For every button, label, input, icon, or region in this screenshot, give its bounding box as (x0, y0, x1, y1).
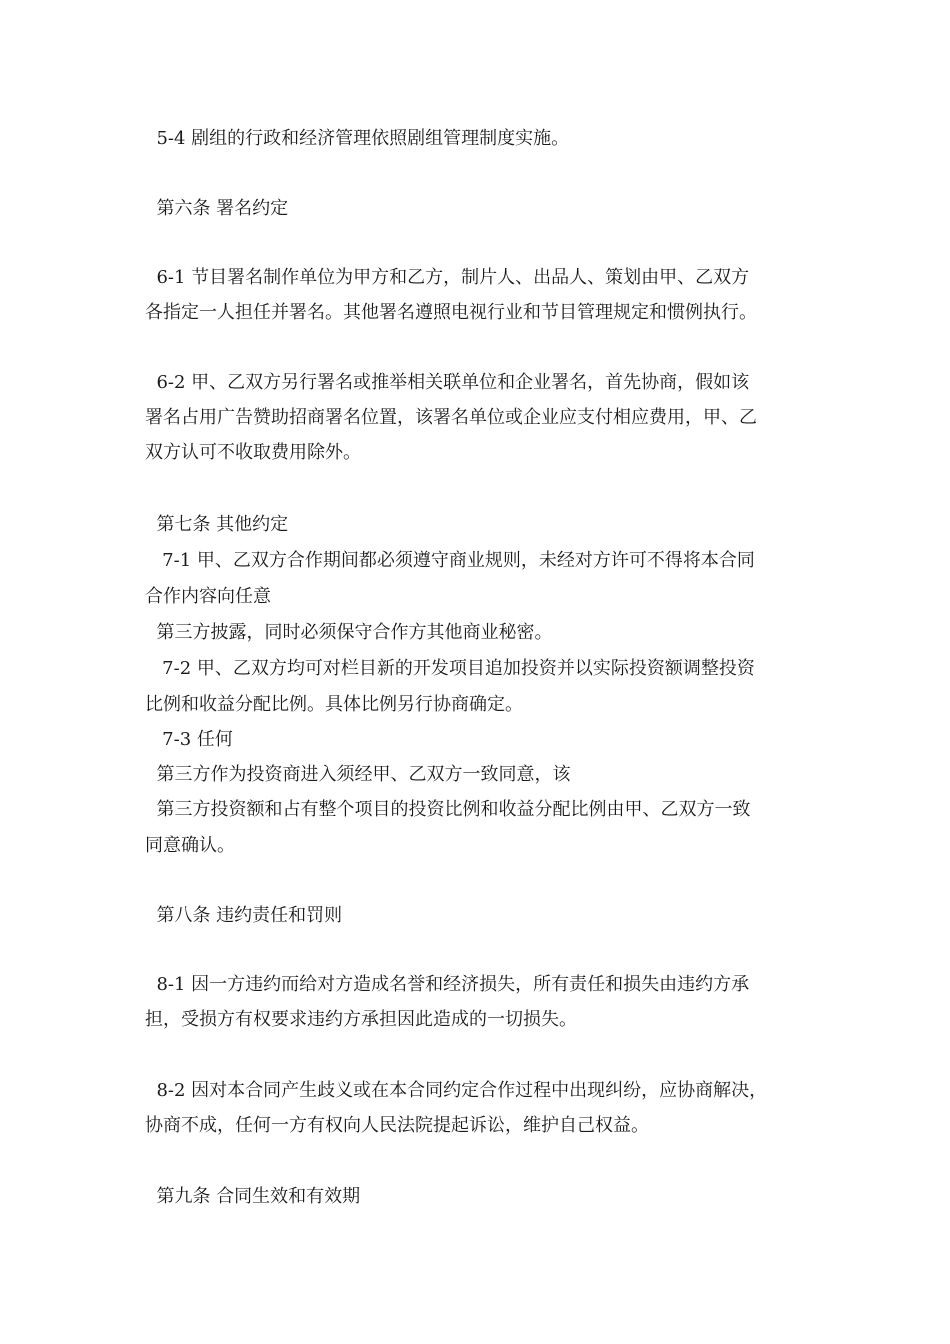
clause-7-2-line-2: 比例和收益分配比例。具体比例另行协商确定。 (145, 694, 523, 715)
article-6-heading: 第六条 署名约定 (145, 198, 289, 219)
clause-6-1-line-1: 6-1 节目署名制作单位为甲方和乙方，制片人、出品人、策划由甲、乙双方 (145, 267, 750, 288)
clause-8-2-line-1: 8-2 因对本合同产生歧义或在本合同约定合作过程中出现纠纷，应协商解决， (145, 1080, 768, 1101)
clause-8-1-line-1: 8-1 因一方违约而给对方造成名誉和经济损失，所有责任和损失由违约方承 (145, 974, 750, 995)
clause-6-2-line-3: 双方认可不收取费用除外。 (145, 442, 361, 463)
clause-6-2-line-2: 署名占用广告赞助招商署名位置，该署名单位或企业应支付相应费用，甲、乙 (145, 407, 757, 428)
clause-6-2-line-1: 6-2 甲、乙双方另行署名或推举相关联单位和企业署名，首先协商，假如该 (145, 372, 750, 393)
clause-7-3-line-3: 第三方投资额和占有整个项目的投资比例和收益分配比例由甲、乙双方一致 (145, 799, 751, 820)
clause-7-1-line-2: 合作内容向任意 (145, 586, 271, 607)
article-7-heading: 第七条 其他约定 (145, 514, 289, 535)
clause-7-3-line-1: 7-3 任何 (145, 729, 233, 750)
clause-7-1-line-3: 第三方披露，同时必须保守合作方其他商业秘密。 (145, 622, 553, 643)
clause-7-1-line-1: 7-1 甲、乙双方合作期间都必须遵守商业规则，未经对方许可不得将本合同 (145, 550, 755, 571)
clause-8-1-line-2: 担，受损方有权要求违约方承担因此造成的一切损失。 (145, 1009, 577, 1030)
clause-7-3-line-4: 同意确认。 (145, 835, 235, 856)
clause-7-3-line-2: 第三方作为投资商进入须经甲、乙双方一致同意，该 (145, 764, 571, 785)
clause-8-2-line-2: 协商不成，任何一方有权向人民法院提起诉讼，维护自己权益。 (145, 1115, 649, 1136)
clause-5-4: 5-4 剧组的行政和经济管理依照剧组管理制度实施。 (145, 128, 570, 149)
article-9-heading: 第九条 合同生效和有效期 (145, 1186, 361, 1207)
clause-6-1-line-2: 各指定一人担任并署名。其他署名遵照电视行业和节目管理规定和惯例执行。 (145, 302, 757, 323)
clause-7-2-line-1: 7-2 甲、乙双方均可对栏目新的开发项目追加投资并以实际投资额调整投资 (145, 658, 755, 679)
article-8-heading: 第八条 违约责任和罚则 (145, 905, 343, 926)
